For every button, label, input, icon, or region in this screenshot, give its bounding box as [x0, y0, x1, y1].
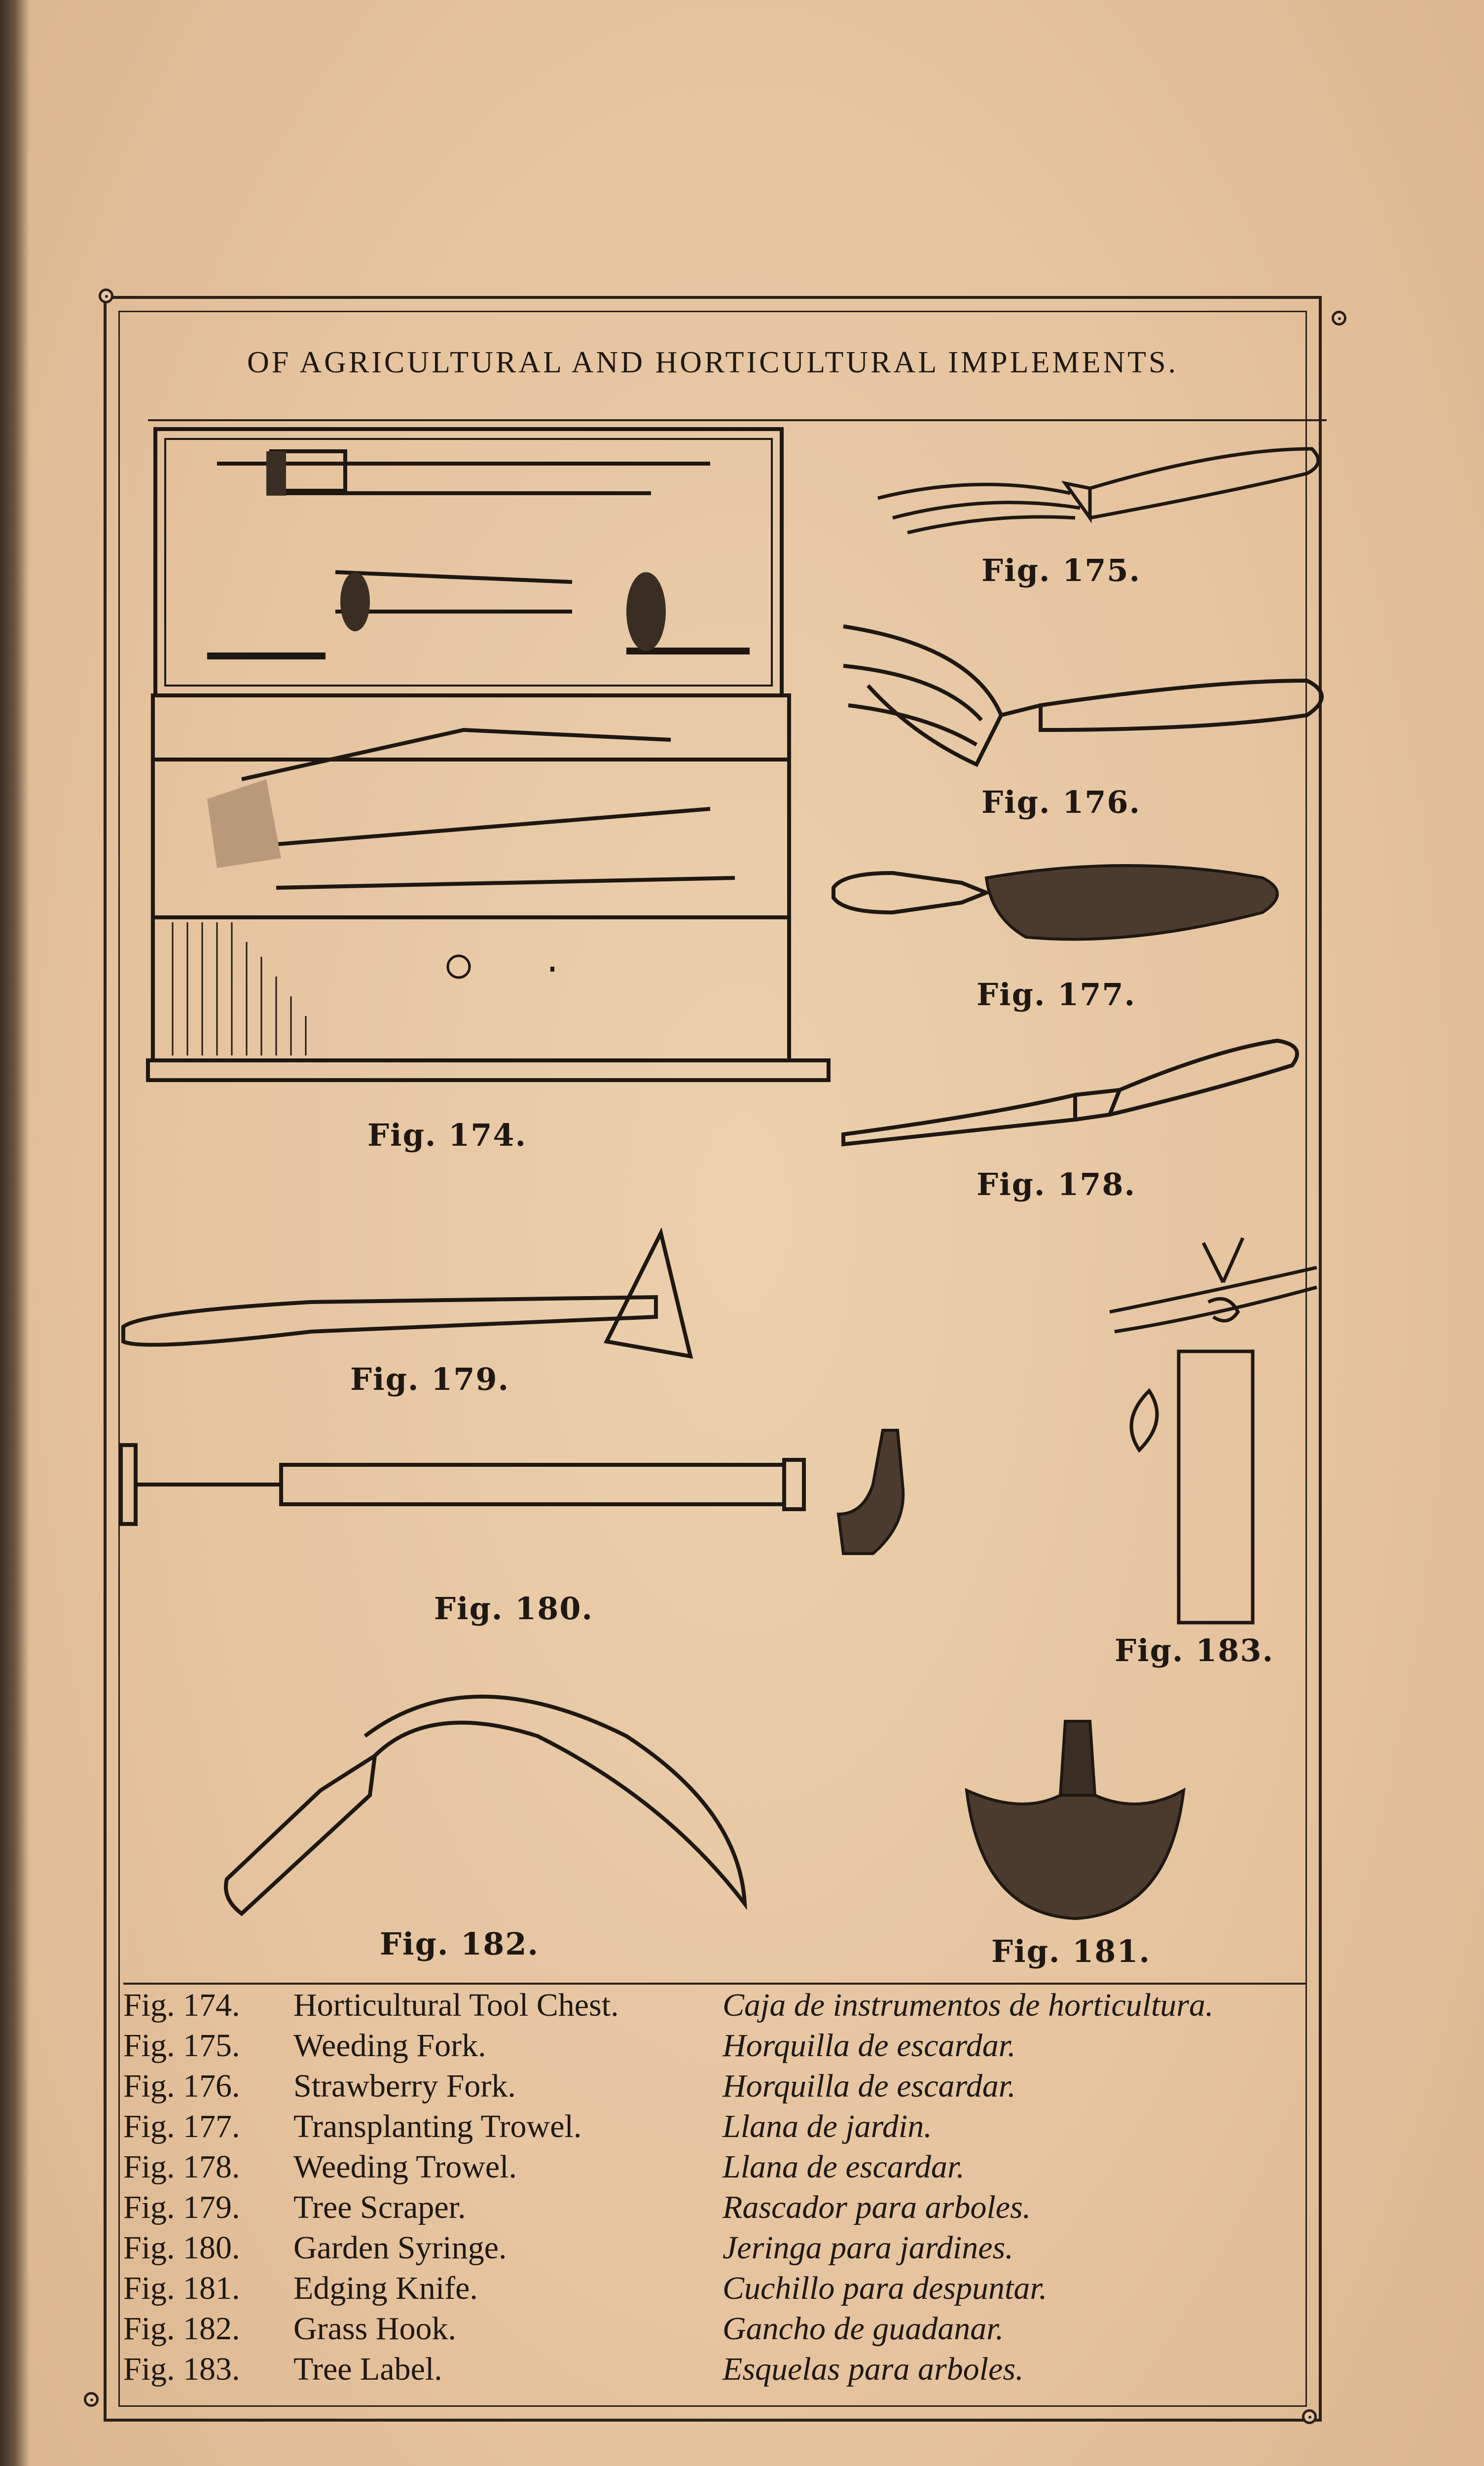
- legend-english: Edging Knife.: [293, 2270, 478, 2306]
- legend-spanish: Esquelas para arboles.: [723, 2351, 1024, 2387]
- legend-spanish: Horquilla de escardar.: [723, 2028, 1016, 2064]
- legend-english: Tree Scraper.: [293, 2189, 466, 2225]
- figure-legend: [123, 1985, 1317, 2390]
- legend-row: [123, 2106, 1317, 2147]
- legend-fig-number: Fig. 174.: [123, 1987, 240, 2023]
- fig-181-label: Fig. 181.: [991, 1933, 1151, 1969]
- fig-177-label: Fig. 177.: [977, 977, 1136, 1013]
- legend-spanish: Horquilla de escardar.: [723, 2068, 1016, 2104]
- legend-fig-number: Fig. 178.: [123, 2149, 240, 2185]
- weeding-trowel-illustration: [843, 1036, 1312, 1159]
- legend-row: [123, 2228, 1317, 2268]
- legend-fig-number: Fig. 179.: [123, 2189, 240, 2225]
- tree-scraper-illustration: [113, 1228, 755, 1371]
- corner-ornament: [1332, 311, 1346, 326]
- tool-chest-illustration: [118, 424, 809, 1129]
- legend-spanish: Cuchillo para despuntar.: [723, 2270, 1048, 2306]
- strawberry-fork-illustration: [814, 616, 1332, 784]
- legend-fig-number: Fig. 175.: [123, 2028, 240, 2064]
- weeding-fork-illustration: [878, 439, 1322, 538]
- syringe-nozzle-illustration: [833, 1425, 917, 1563]
- legend-fig-number: Fig. 176.: [123, 2068, 240, 2104]
- legend-english: Tree Label.: [293, 2351, 442, 2387]
- legend-row: [123, 2309, 1317, 2349]
- page-header: OF AGRICULTURAL AND HORTICULTURAL IMPLEMENTS.: [247, 346, 1178, 379]
- legend-row: [123, 1985, 1317, 2026]
- legend-row: [123, 2147, 1317, 2187]
- legend-row: [123, 2187, 1317, 2228]
- garden-syringe-illustration: [113, 1430, 804, 1588]
- legend-english: Weeding Fork.: [293, 2028, 486, 2064]
- edging-knife-illustration: [962, 1716, 1189, 1923]
- legend-row: [123, 2268, 1317, 2309]
- legend-english: Transplanting Trowel.: [293, 2108, 582, 2144]
- legend-rule: [123, 1983, 1307, 1985]
- fig-179-label: Fig. 179.: [350, 1361, 510, 1397]
- grass-hook-illustration: [222, 1667, 764, 1923]
- header-rule: [148, 419, 1327, 421]
- fig-183-label: Fig. 183.: [1115, 1632, 1274, 1668]
- transplanting-trowel-illustration: [833, 848, 1302, 947]
- legend-fig-number: Fig. 183.: [123, 2351, 240, 2387]
- fig-182-label: Fig. 182.: [380, 1926, 540, 1962]
- fig-178-label: Fig. 178.: [977, 1166, 1136, 1202]
- legend-spanish: Jeringa para jardines.: [723, 2230, 1013, 2266]
- legend-row: [123, 2026, 1317, 2066]
- legend-fig-number: Fig. 181.: [123, 2270, 240, 2306]
- corner-ornament: [1302, 2409, 1317, 2424]
- corner-ornament: [99, 289, 113, 303]
- legend-english: Grass Hook.: [293, 2311, 456, 2347]
- fig-176-label: Fig. 176.: [981, 784, 1141, 820]
- legend-row: [123, 2066, 1317, 2106]
- legend-spanish: Llana de escardar.: [723, 2149, 965, 2185]
- legend-spanish: Llana de jardin.: [723, 2108, 932, 2144]
- fig-175-label: Fig. 175.: [981, 552, 1141, 588]
- legend-row: [123, 2349, 1317, 2390]
- fig-180-label: Fig. 180.: [434, 1591, 594, 1627]
- legend-fig-number: Fig. 177.: [123, 2108, 240, 2144]
- book-spine-shadow: [0, 0, 30, 2466]
- legend-spanish: Rascador para arboles.: [723, 2189, 1031, 2225]
- legend-english: Horticultural Tool Chest.: [293, 1987, 619, 2023]
- legend-fig-number: Fig. 180.: [123, 2230, 240, 2266]
- corner-ornament: [84, 2392, 99, 2407]
- fig-174-label: Fig. 174.: [367, 1117, 527, 1153]
- legend-spanish: Caja de instrumentos de horticultura.: [723, 1987, 1214, 2023]
- legend-fig-number: Fig. 182.: [123, 2311, 240, 2347]
- tree-label-illustration: [1110, 1233, 1322, 1628]
- legend-english: Strawberry Fork.: [293, 2068, 516, 2104]
- legend-english: Weeding Trowel.: [293, 2149, 517, 2185]
- legend-english: Garden Syringe.: [293, 2230, 507, 2266]
- legend-spanish: Gancho de guadanar.: [723, 2311, 1004, 2347]
